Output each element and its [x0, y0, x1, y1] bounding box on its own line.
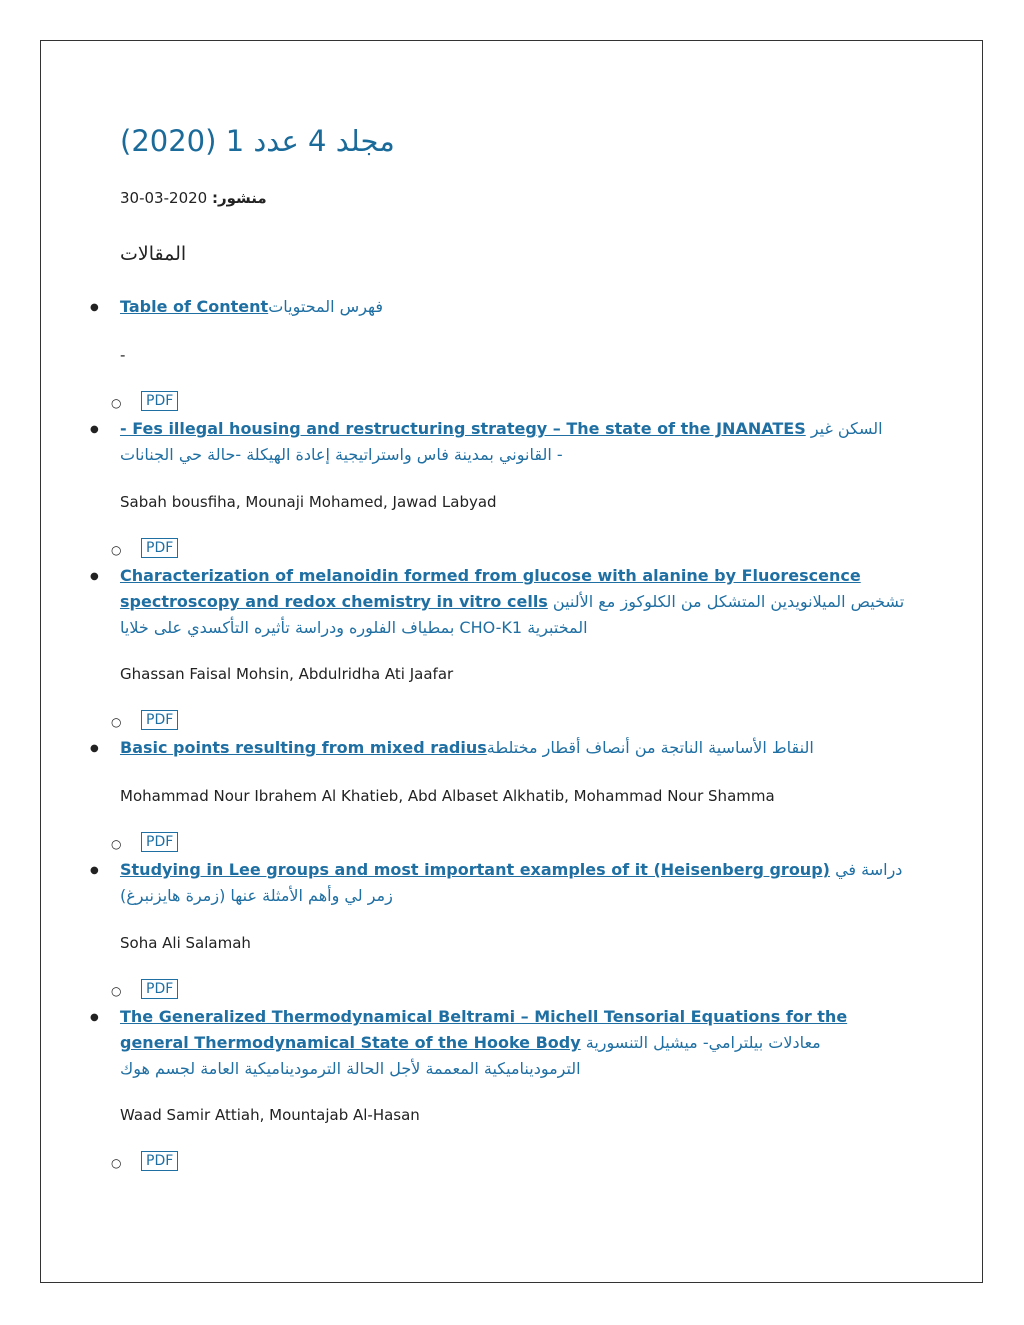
pdf-button[interactable]: PDF: [141, 710, 178, 730]
article-title: [120, 857, 910, 909]
circle-bullet-icon: ○: [111, 715, 122, 729]
bullet-icon: ●: [90, 1012, 99, 1023]
published-line: [120, 189, 267, 207]
article-title-ar: فهرس المحتويات: [268, 297, 384, 316]
page-frame: [40, 40, 983, 1283]
published-label: منشور:: [212, 189, 267, 207]
article-title-ar: معادلات بيلترامي- ميشيل التنسورية الترموديناميكية المعممة لأجل الحالة الترموديناميكية العامة لجسم هوك: [120, 1033, 821, 1078]
pdf-button[interactable]: PDF: [141, 391, 178, 411]
article-authors: Mohammad Nour Ibrahem Al Khatieb, Abd Albaset Alkhatib, Mohammad Nour Shamma: [120, 787, 775, 805]
circle-bullet-icon: ○: [111, 543, 122, 557]
article-title: [120, 416, 910, 468]
article-title-ar: النقاط الأساسية الناتجة من أنصاف أقطار مختلطة: [486, 738, 814, 757]
bullet-icon: ●: [90, 571, 99, 582]
article-link[interactable]: Basic points resulting from mixed radius: [120, 738, 487, 757]
circle-bullet-icon: ○: [111, 1156, 122, 1170]
article-link[interactable]: The Generalized Thermodynamical Beltrami – Michell Tensorial Equations for the general Thermodynamical State of the Hooke Body: [120, 1007, 848, 1052]
published-date: 2020-03-30: [120, 189, 208, 207]
article-title-ar: تشخيص الميلانويدين المتشكل من الكلوكوز مع الألنين بمطياف الفلوره ودراسة تأثيره التأكسدي على خلايا CHO-K1 المختبرية: [120, 592, 905, 637]
article-dash: -: [120, 346, 126, 364]
article-authors: Soha Ali Salamah: [120, 934, 251, 952]
issue-title: مجلد 4 عدد 1 (2020): [120, 124, 395, 158]
bullet-icon: ●: [90, 302, 99, 313]
pdf-button[interactable]: PDF: [141, 538, 178, 558]
article-title-ar: دراسة في زمر لي وأهم الأمثلة عنها (زمرة هايزنبرغ): [120, 860, 903, 905]
article-link[interactable]: - Fes illegal housing and restructuring strategy – The state of the JNANATES: [120, 419, 806, 438]
circle-bullet-icon: ○: [111, 396, 122, 410]
circle-bullet-icon: ○: [111, 837, 122, 851]
article-title-ar: السكن غير القانوني بمدينة فاس واستراتيجية إعادة الهيكلة -حالة حي الجنانات -: [120, 419, 883, 464]
article-authors: Sabah bousfiha, Mounaji Mohamed, Jawad Labyad: [120, 493, 497, 511]
article-link[interactable]: Table of Content: [120, 297, 269, 316]
pdf-button[interactable]: PDF: [141, 1151, 178, 1171]
article-title: [120, 1004, 910, 1082]
circle-bullet-icon: ○: [111, 984, 122, 998]
bullet-icon: ●: [90, 865, 99, 876]
article-title: [120, 735, 910, 761]
pdf-button[interactable]: PDF: [141, 979, 178, 999]
article-title: [120, 294, 910, 320]
pdf-button[interactable]: PDF: [141, 832, 178, 852]
section-title: المقالات: [120, 243, 187, 265]
article-authors: Waad Samir Attiah, Mountajab Al-Hasan: [120, 1106, 420, 1124]
bullet-icon: ●: [90, 743, 99, 754]
article-title: [120, 563, 910, 641]
article-link[interactable]: Characterization of melanoidin formed from glucose with alanine by Fluorescence spectroscopy and redox chemistry in vitro cells: [120, 566, 861, 611]
bullet-icon: ●: [90, 424, 99, 435]
article-authors: Ghassan Faisal Mohsin, Abdulridha Ati Jaafar: [120, 665, 454, 683]
article-link[interactable]: Studying in Lee groups and most important examples of it (Heisenberg group): [120, 860, 830, 879]
